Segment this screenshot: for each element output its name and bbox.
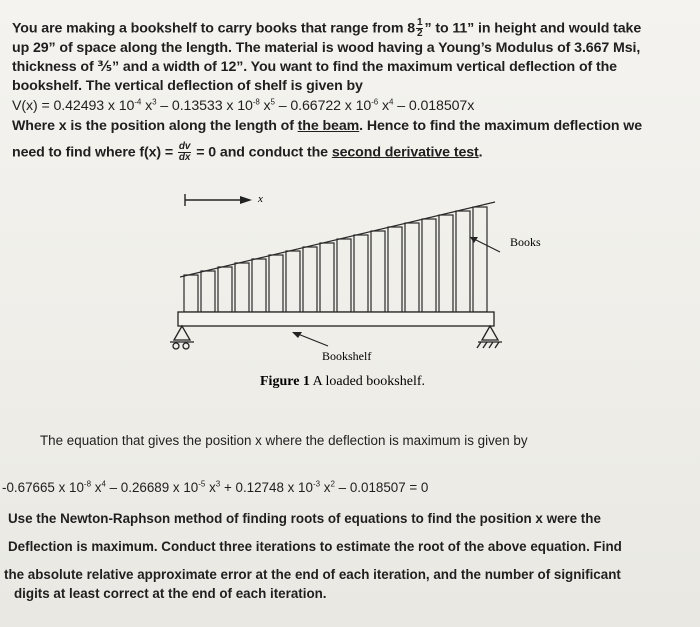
problem-line-7 xyxy=(12,142,483,163)
shelf-beam xyxy=(178,312,494,326)
eq5-exp-3: -8 xyxy=(252,97,260,107)
book xyxy=(422,219,436,312)
book xyxy=(405,223,419,312)
eq-part-c: – 0.26689 x 10 xyxy=(105,480,199,495)
deflection-equation xyxy=(12,98,474,115)
line7-text-c: . xyxy=(478,144,483,161)
problem-line-4: bookshelf. The vertical deflection of shelf is given by xyxy=(12,78,363,94)
book xyxy=(337,239,351,312)
fraction-numerator: 1 xyxy=(417,17,423,28)
problem-line-2: up 29” of space along the length. The material is wood having a Young’s Modulus of 3.667 Msi, xyxy=(12,40,641,56)
eq-exp-5: -3 xyxy=(312,479,321,489)
eq-exp-3: -5 xyxy=(198,479,206,489)
line7-underlined: second derivative test xyxy=(331,144,479,161)
eq-part-e: + 0.12748 x 10 xyxy=(220,480,313,495)
caption-figure-number: Figure 1 xyxy=(260,374,310,389)
fraction-denominator: 2 xyxy=(417,28,423,39)
book xyxy=(303,247,317,312)
roller-support-right xyxy=(477,326,502,348)
eq5-part-d: x xyxy=(259,98,271,114)
books-group xyxy=(180,202,495,312)
figure-caption xyxy=(260,374,425,389)
problem-line-3: thickness of ⅗” and a width of 12”. You want to find the maximum vertical deflection of the xyxy=(12,59,617,75)
book xyxy=(235,263,249,312)
caption-text: A loaded bookshelf. xyxy=(309,374,426,389)
task-line-3: the absolute relative approximate error at the end of each iteration, and the number of significant xyxy=(4,567,621,582)
book xyxy=(371,231,385,312)
derivative-fraction xyxy=(178,142,191,163)
book xyxy=(184,275,198,312)
task-line-1: Use the Newton-Raphson method of finding roots of equations to find the position x were the xyxy=(8,511,601,526)
book xyxy=(388,227,402,312)
line1-text-a: You are making a bookshelf to carry books that range from 8 xyxy=(12,20,416,37)
bookshelf-label: Bookshelf xyxy=(322,349,372,363)
eq-exp-1: -8 xyxy=(83,479,92,489)
root-equation xyxy=(2,479,428,496)
book xyxy=(320,243,334,312)
eq5-exp-2: 3 xyxy=(152,97,157,107)
eq-exp-4: 3 xyxy=(215,479,221,489)
book xyxy=(252,259,266,312)
eq-part-f: x xyxy=(320,480,331,495)
eq-exp-2: 4 xyxy=(101,479,106,489)
line6-text-b: . Hence to find the maximum deflection we xyxy=(359,118,643,134)
line6-text-a: Where x is the position along the length of xyxy=(12,118,298,134)
line6-underlined: the beam xyxy=(297,118,360,134)
line7-text-b: = 0 and conduct the xyxy=(192,144,332,161)
eq5-part-c: – 0.13533 x 10 xyxy=(156,98,253,114)
eq5-part-a: V(x) = 0.42493 x 10 xyxy=(12,98,135,114)
book xyxy=(218,267,232,312)
eq5-part-b: x xyxy=(141,98,153,114)
line1-text-b: ” to 11” in height and would take xyxy=(424,20,642,37)
book xyxy=(354,235,368,312)
mixed-number-fraction xyxy=(416,18,423,39)
bookshelf-figure xyxy=(160,182,560,397)
book xyxy=(269,255,283,312)
x-axis-label: x xyxy=(258,193,263,205)
eq-part-d: x xyxy=(205,480,216,495)
books-label: Books xyxy=(510,235,541,249)
task-line-2: Deflection is maximum. Conduct three iterations to estimate the root of the above equation. Find xyxy=(8,539,622,554)
problem-line-6 xyxy=(12,118,642,135)
eq5-part-e: – 0.66722 x 10 xyxy=(274,98,372,114)
eq5-part-f: x xyxy=(378,98,389,114)
x-direction-arrow xyxy=(185,194,252,206)
problem-line-1 xyxy=(12,18,641,39)
book xyxy=(286,251,300,312)
eq5-exp-1: -4 xyxy=(134,97,142,107)
eq5-exp-5: -6 xyxy=(371,97,379,107)
book xyxy=(439,215,453,312)
book xyxy=(456,211,470,312)
eq5-exp-6: 4 xyxy=(389,97,394,107)
task-line-4: digits at least correct at the end of each iteration. xyxy=(14,586,327,601)
book xyxy=(201,271,215,312)
eq-exp-6: 2 xyxy=(330,479,335,489)
eq5-exp-4: 5 xyxy=(270,97,275,107)
derivative-denominator: dx xyxy=(178,152,191,163)
book xyxy=(473,207,487,312)
eq-part-b: x xyxy=(91,480,102,495)
derivative-numerator: dv xyxy=(178,141,191,152)
line7-text-a: need to find where f(x) = xyxy=(12,144,177,161)
eq5-part-g: – 0.018507x xyxy=(393,98,475,114)
bookshelf-leader-line xyxy=(298,334,328,346)
eq-part-g: – 0.018507 = 0 xyxy=(334,480,429,495)
pin-support-left xyxy=(170,326,194,349)
intro-sentence: The equation that gives the position x where the deflection is maximum is given by xyxy=(40,433,528,448)
eq-part-a: -0.67665 x 10 xyxy=(2,480,84,495)
